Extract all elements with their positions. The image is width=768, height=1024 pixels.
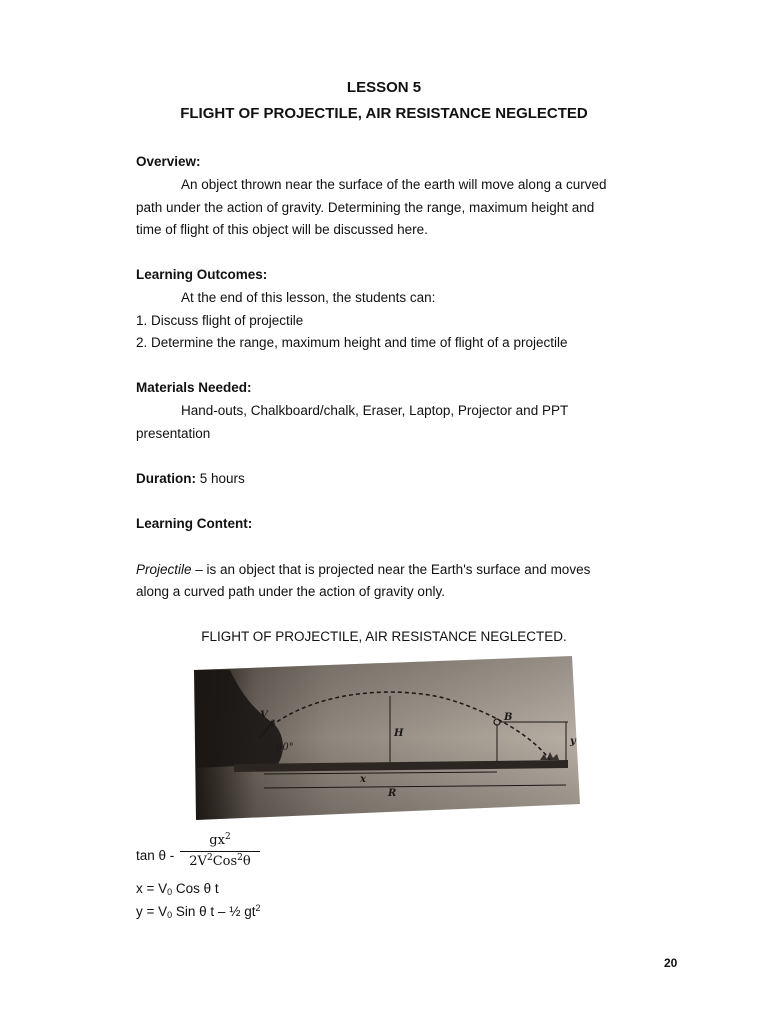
y-equation: $y = V_0$ Sin θ t – ½ $gt^2$ — [136, 903, 261, 920]
definition-text: – is an object that is projected near the Earth's surface and moves — [191, 562, 591, 577]
definition-term: Projectile — [136, 562, 192, 577]
figure-title: FLIGHT OF PROJECTILE, AIR RESISTANCE NEGLECTED. — [201, 629, 567, 644]
outcomes-heading: Learning Outcomes: — [136, 267, 268, 282]
duration — [136, 470, 245, 487]
outcome-item-1: 1. Discuss flight of projectile — [136, 313, 304, 328]
overview-line-1: An object thrown near the surface of the earth will move along a curved — [181, 177, 607, 192]
label-theta: θ — [270, 719, 275, 728]
overview-heading: Overview: — [136, 154, 201, 169]
content-heading: Learning Content: — [136, 516, 253, 531]
projectile-definition — [136, 561, 590, 578]
label-v: V — [260, 710, 268, 721]
tan-denominator: $2V^2Cos^2\theta$ — [189, 853, 251, 869]
duration-label: Duration: — [136, 471, 196, 486]
outcome-item-2: 2. Determine the range, maximum height and time of flight of a projectile — [136, 335, 568, 350]
page-number: 20 — [664, 956, 678, 970]
overview-line-3: time of flight of this object will be discussed here. — [136, 222, 428, 237]
definition-line-2: along a curved path under the action of gravity only. — [136, 584, 445, 599]
label-r: R — [388, 788, 397, 799]
tan-numerator: $gx^2$ — [209, 832, 231, 848]
duration-value: 5 hours — [199, 471, 245, 486]
tan-fraction — [180, 833, 260, 870]
lesson-title: FLIGHT OF PROJECTILE, AIR RESISTANCE NEGLECTED — [180, 105, 588, 122]
label-x: x — [360, 774, 366, 785]
tan-prefix: tan θ - — [136, 848, 175, 863]
label-y: y — [570, 736, 576, 747]
outcomes-intro: At the end of this lesson, the students can: — [181, 290, 436, 305]
projectile-diagram-image — [194, 656, 582, 822]
label-angle: 60° — [276, 742, 294, 753]
fraction-bar — [180, 851, 260, 852]
x-equation: $x = V_0$ Cos θ t — [136, 881, 219, 897]
label-h: H — [394, 728, 404, 739]
lesson-number: LESSON 5 — [346, 79, 422, 96]
materials-heading: Materials Needed: — [136, 380, 252, 395]
materials-line-2: presentation — [136, 426, 211, 441]
materials-line-1: Hand-outs, Chalkboard/chalk, Eraser, Laptop, Projector and PPT — [181, 403, 569, 418]
label-b: B — [504, 712, 513, 723]
overview-line-2: path under the action of gravity. Determining the range, maximum height and — [136, 200, 595, 215]
